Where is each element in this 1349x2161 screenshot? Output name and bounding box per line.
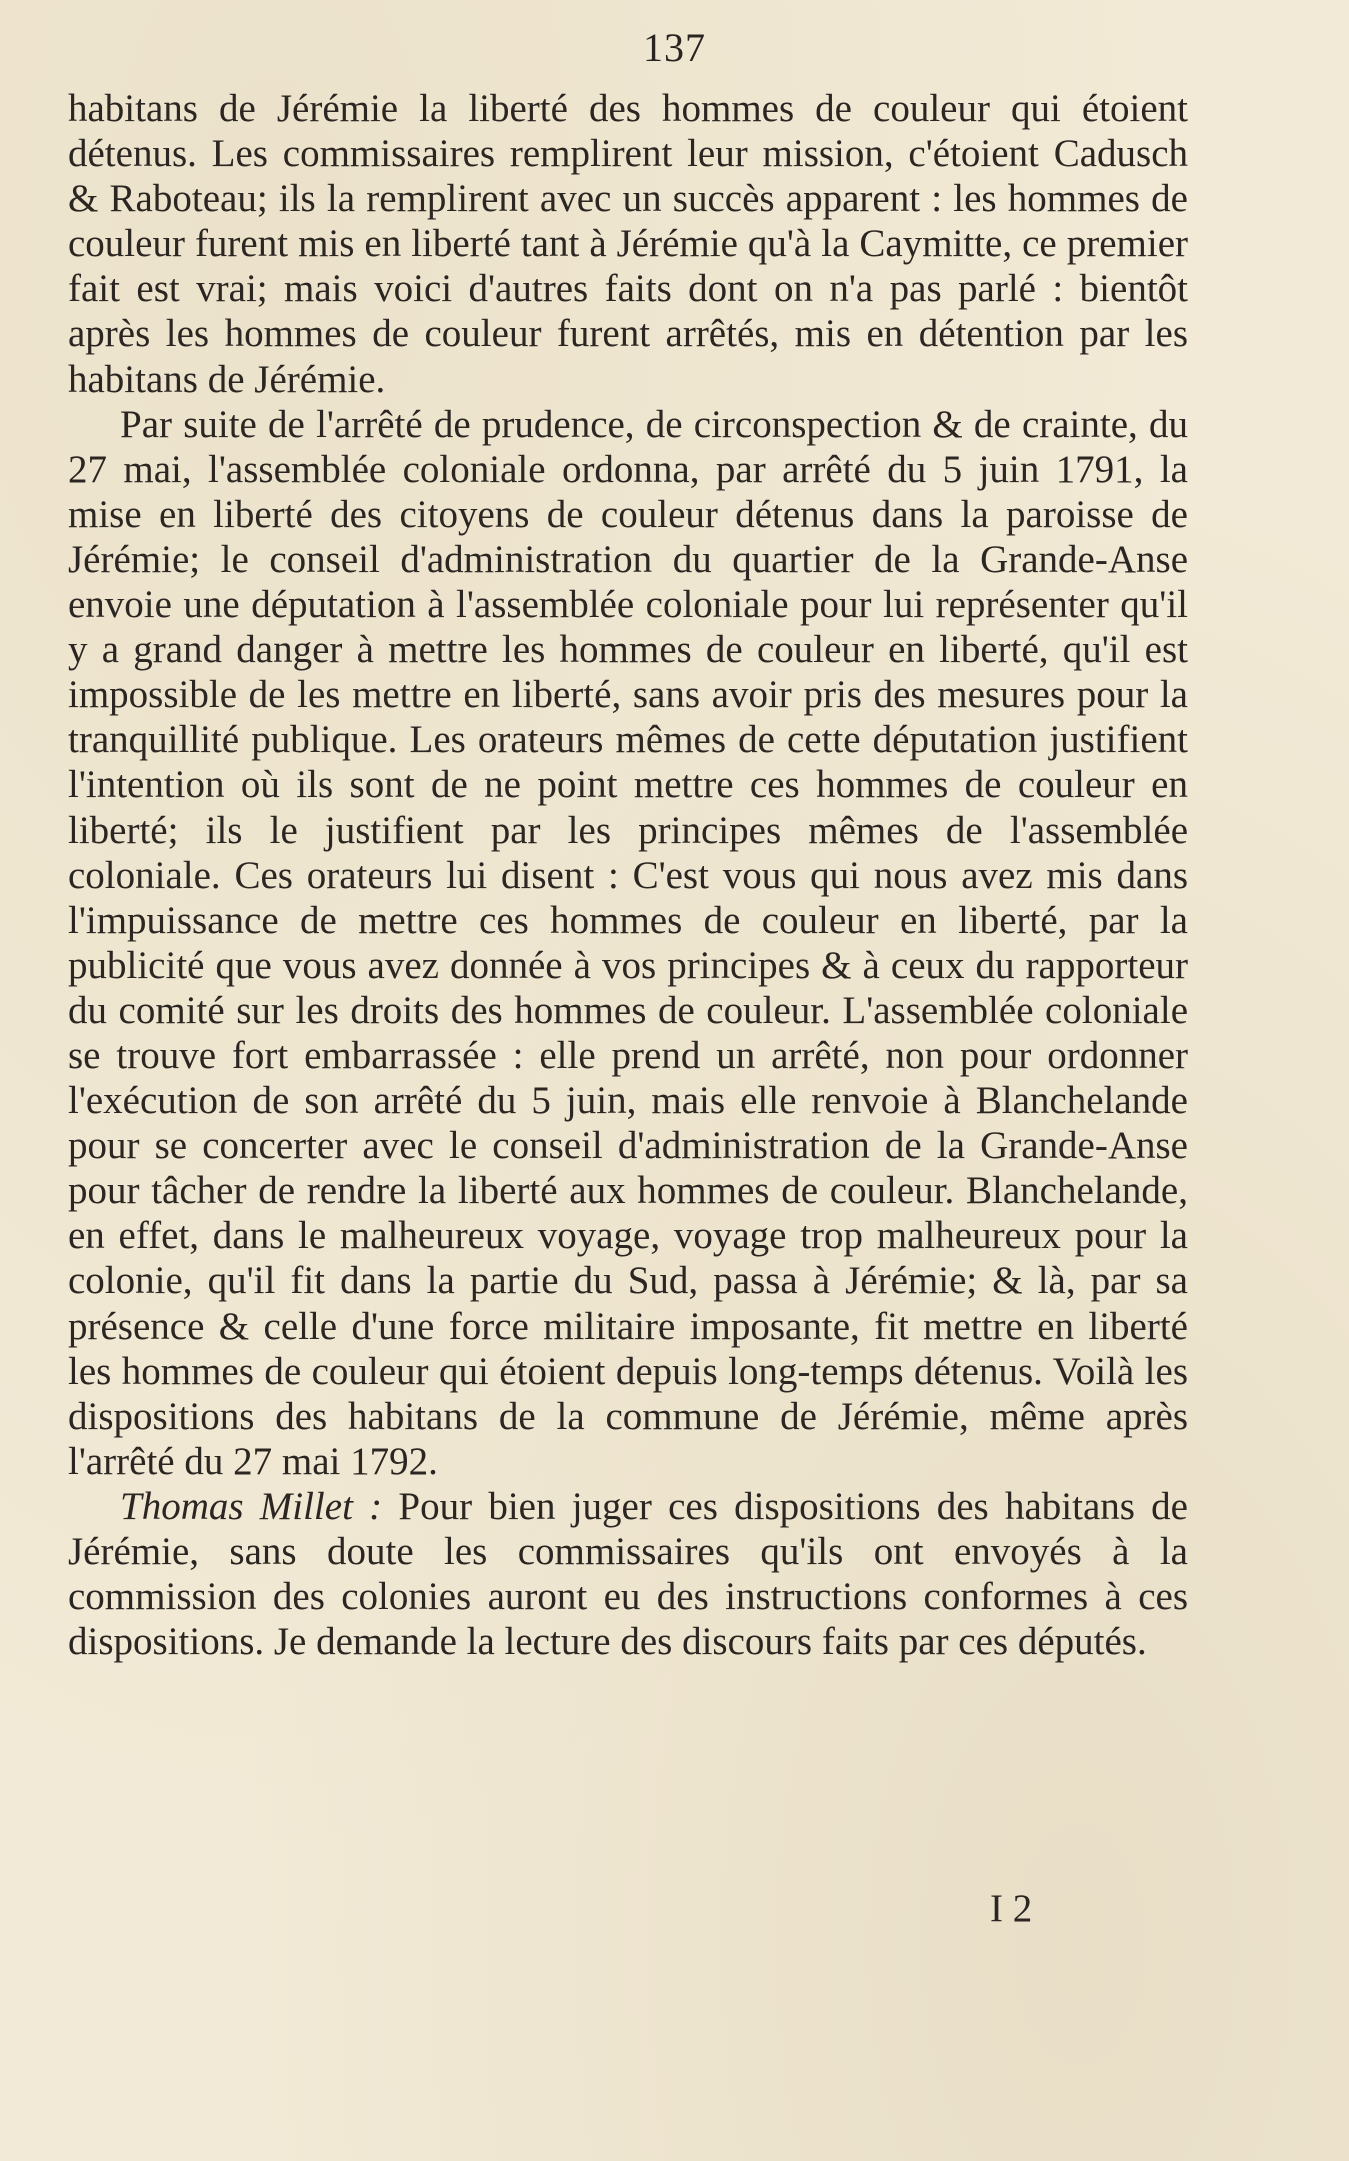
body-text xyxy=(68,86,1188,1664)
paragraph-3 xyxy=(68,1484,1188,1664)
paragraph-2: Par suite de l'arrêté de prudence, de circonspection & de crainte, du 27 mai, l'assemblée coloniale ordonna, par arrêté du 5 juin 1791, la mise en liberté des citoyens de couleur détenus dans la paroisse de Jérémie; le conseil d'administration du quartier de la Grande-Anse envoie une députation à l'assemblée coloniale pour lui représenter qu'il y a grand danger à mettre les hommes de couleur en liberté, qu'il est impossible de les mettre en liberté, sans avoir pris des mesures pour la tranquillité publique. Les orateurs mêmes de cette députation justifient l'intention où ils sont de ne point mettre ces hommes de couleur en liberté; ils le justifient par les principes mêmes de l'assemblée coloniale. Ces orateurs lui disent : C'est vous qui nous avez mis dans l'impuissance de mettre ces hommes de couleur en liberté, par la publicité que vous avez donnée à vos principes & à ceux du rapporteur du comité sur les droits des hommes de couleur. L'assemblée coloniale se trouve fort embarrassée : elle prend un arrêté, non pour ordonner l'exécution de son arrêté du 5 juin, mais elle renvoie à Blanchelande pour se concerter avec le conseil d'administration de la Grande-Anse pour tâcher de rendre la liberté aux hommes de couleur. Blanchelande, en effet, dans le malheureux voyage, voyage trop malheureux pour la colonie, qu'il fit dans la partie du Sud, passa à Jérémie; & là, par sa présence & celle d'une force militaire imposante, fit mettre en liberté les hommes de couleur qui étoient depuis long-temps détenus. Voilà les dispositions des habitans de la commune de Jérémie, même après l'arrêté du 27 mai 1792. xyxy=(68,402,1188,1483)
paragraph-1: habitans de Jérémie la liberté des hommes de couleur qui étoient détenus. Les commissaires remplirent leur mission, c'étoient Cadusch & Raboteau; ils la remplirent avec un succès apparent : les hommes de couleur furent mis en liberté tant à Jérémie qu'à la Caymitte, ce premier fait est vrai; mais voici d'autres faits dont on n'a pas parlé : bientôt après les hommes de couleur furent arrêtés, mis en détention par les habitans de Jérémie. xyxy=(68,87,1188,401)
signature-mark: I 2 xyxy=(990,1887,1033,1930)
speaker-name: Thomas Millet : xyxy=(120,1484,383,1528)
page-number: 137 xyxy=(643,25,706,70)
paragraph-3-text: Pour bien juger ces dispositions des habitans de Jérémie, sans doute les commissaires qu'ils ont envoyés à la commission des colonies auront eu des instructions conformes à ces dispositions. Je demande la lecture des discours faits par ces députés. xyxy=(68,1484,1188,1664)
